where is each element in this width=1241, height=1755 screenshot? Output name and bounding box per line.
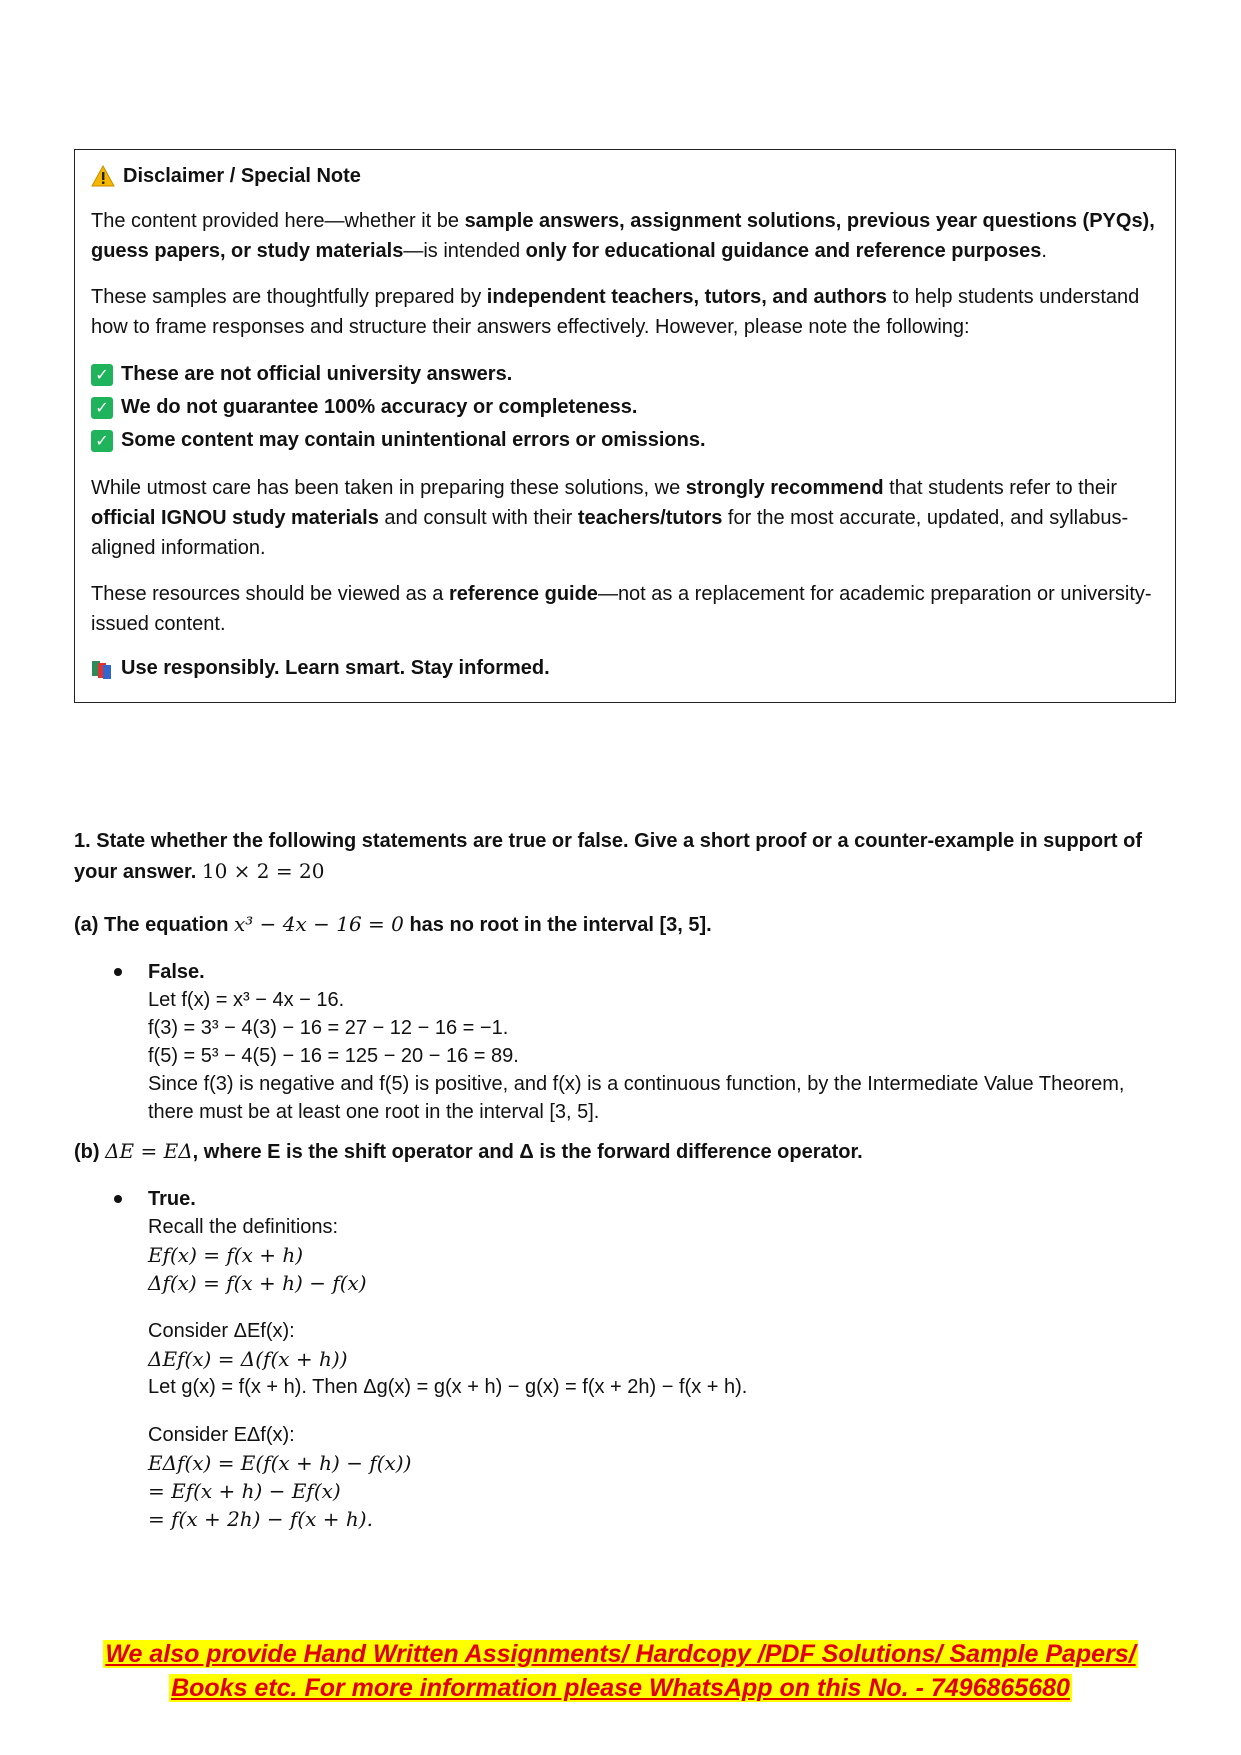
verdict: False. <box>148 961 205 983</box>
answer-line: Consider EΔf(x): <box>148 1424 295 1446</box>
disclaimer-paragraph-4: These resources should be viewed as a reference guide—not as a replacement for academic preparation or university-issued content. <box>91 583 1152 635</box>
answer-line: Δf(x) = f(x + h) − f(x) <box>148 1271 367 1295</box>
answer-a <box>148 958 1174 1126</box>
promo-line-2: Books etc. For more information please WhatsApp on this No. - 7496865680 <box>171 1674 1070 1702</box>
check-item: ✓ These are not official university answers. <box>91 358 1159 391</box>
verdict: True. <box>148 1188 196 1210</box>
check-list <box>91 358 1159 457</box>
bullet-icon <box>114 1195 122 1203</box>
answer-line: Ef(x) = f(x + h) <box>148 1243 303 1267</box>
disclaimer-heading <box>91 162 1159 190</box>
disclaimer-paragraph-1: The content provided here—whether it be sample answers, assignment solutions, previous year questions (PYQs), guess papers, or study materials—is intended only for educational guidance and reference purposes. <box>91 210 1155 262</box>
disclaimer-paragraph-3: While utmost care has been taken in preparing these solutions, we strongly recommend that students refer to their official IGNOU study materials and consult with their teachers/tutors for the most accurate, updated, and syllabus-aligned information. <box>91 477 1129 559</box>
answer-line: Recall the definitions: <box>148 1216 339 1238</box>
answer-line: = f(x + 2h) − f(x + h). <box>148 1507 373 1531</box>
answer-line: Let g(x) = f(x + h). Then Δg(x) = g(x + h) − g(x) = f(x + 2h) − f(x + h). <box>148 1376 748 1398</box>
sub-question-b: (b) ΔE = EΔ, where E is the shift operator and Δ is the forward difference operator. <box>74 1139 863 1163</box>
answer-line: f(3) = 3³ − 4(3) − 16 = 27 − 12 − 16 = −1. <box>148 1017 509 1039</box>
answer-line: = Ef(x + h) − Ef(x) <box>148 1479 341 1503</box>
books-icon <box>91 658 113 680</box>
answer-line: Since f(3) is negative and f(5) is positive, and f(x) is a continuous function, by the Intermediate Value Theorem, there must be at least one root in the interval [3, 5]. <box>148 1073 1125 1123</box>
disclaimer-footer: Use responsibly. Learn smart. Stay informed. <box>91 657 1159 680</box>
answer-line: Let f(x) = x³ − 4x − 16. <box>148 989 345 1011</box>
answer-b <box>148 1185 1174 1533</box>
marks: 10 × 2 = 20 <box>201 859 325 883</box>
answer-line: EΔf(x) = E(f(x + h) − f(x)) <box>148 1451 412 1475</box>
disclaimer-title: Disclaimer / Special Note <box>123 164 361 187</box>
bullet-icon <box>114 968 122 976</box>
promo-banner <box>0 1637 1241 1705</box>
warning-icon <box>91 165 115 187</box>
sub-question-a: (a) The equation x³ − 4x − 16 = 0 has no root in the interval [3, 5]. <box>74 912 712 936</box>
disclaimer-box <box>74 149 1176 703</box>
disclaimer-paragraph-2: These samples are thoughtfully prepared by independent teachers, tutors, and authors to help students understand how to frame responses and structure their answers effectively. However, please note the following: <box>91 286 1140 338</box>
promo-line-1: We also provide Hand Written Assignments/ Hardcopy /PDF Solutions/ Sample Papers/ <box>105 1640 1136 1668</box>
answer-line: ΔEf(x) = Δ(f(x + h)) <box>148 1347 348 1371</box>
check-mark-icon: ✓ <box>91 430 113 452</box>
answer-line: Consider ΔEf(x): <box>148 1320 295 1342</box>
check-item: ✓ Some content may contain unintentional errors or omissions. <box>91 424 1159 457</box>
question-section <box>74 826 1174 1533</box>
check-mark-icon: ✓ <box>91 364 113 386</box>
check-item: ✓ We do not guarantee 100% accuracy or completeness. <box>91 391 1159 424</box>
answer-line: f(5) = 5³ − 4(5) − 16 = 125 − 20 − 16 = 89. <box>148 1045 519 1067</box>
check-mark-icon: ✓ <box>91 397 113 419</box>
question-title: 1. State whether the following statements are true or false. Give a short proof or a counter-example in support of your answer. 10 × 2 = 20 <box>74 830 1142 883</box>
